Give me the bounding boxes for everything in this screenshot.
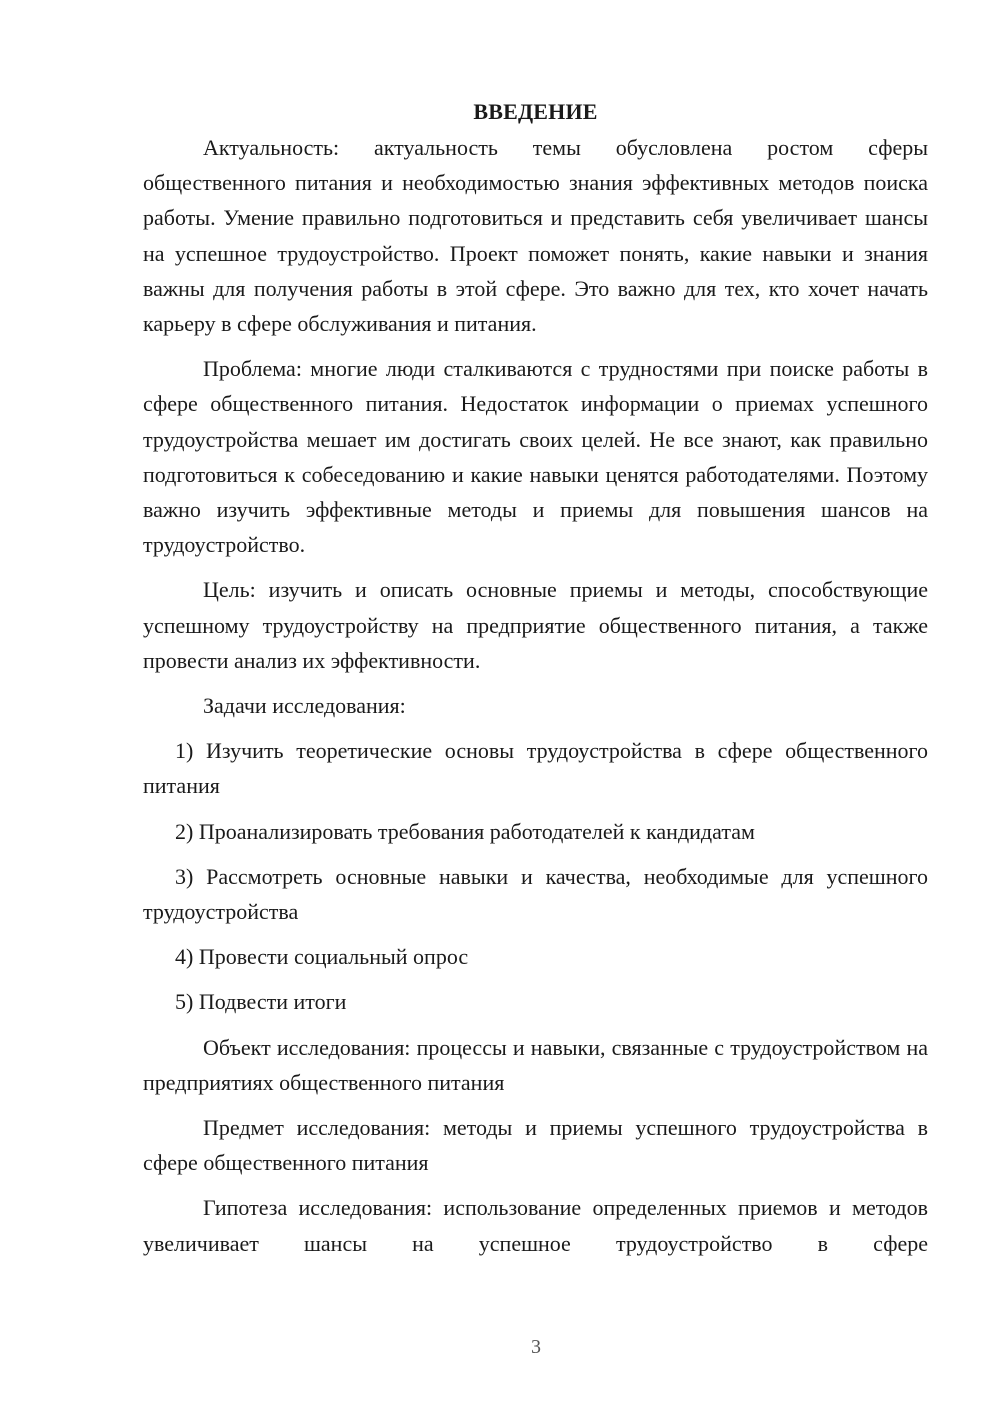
task-item-3: 3) Рассмотреть основные навыки и качества, необходимые для успешного трудоустройства xyxy=(143,863,928,925)
task-item-1: 1) Изучить теоретические основы трудоустройства в сфере общественного питания xyxy=(143,738,928,799)
paragraph-tasks-heading: Задачи исследования: xyxy=(203,693,406,719)
paragraph-problem: Проблема: многие люди сталкиваются с трудностями при поиске работы в сфере общественного питания. Недостаток информации о приемах успешного трудоустройства мешает им достигать своих целей. Не все знают, как правильно подготовиться к собеседованию и какие навыки ценятся работодателями. Поэтому важно изучить эффективные методы и приемы для повышения шансов на трудоустройство. xyxy=(143,356,928,558)
task-item-5: 5) Подвести итоги xyxy=(175,989,347,1015)
document-body xyxy=(143,94,928,1271)
paragraph-subject: Предмет исследования: методы и приемы успешного трудоустройства в сфере общественного питания xyxy=(143,1115,928,1176)
task-item-4: 4) Провести социальный опрос xyxy=(175,944,469,970)
paragraph-hypothesis: Гипотеза исследования: использование определенных приемов и методов увеличивает шансы на успешное трудоустройство в сфере xyxy=(143,1195,928,1256)
paragraph-object: Объект исследования: процессы и навыки, связанные с трудоустройством на предприятиях общественного питания xyxy=(143,1034,928,1095)
page-number: 3 xyxy=(531,1336,541,1358)
task-item-2: 2) Проанализировать требования работодателей к кандидатам xyxy=(175,818,755,844)
section-title: ВВЕДЕНИЕ xyxy=(473,99,598,124)
paragraph-goal: Цель: изучить и описать основные приемы и методы, способствующие успешному трудоустройству на предприятие общественного питания, а также провести анализ их эффективности. xyxy=(143,577,928,673)
paragraph-relevance: Актуальность: актуальность темы обусловлена ростом сферы общественного питания и необходимостью знания эффективных методов поиска работы. Умение правильно подготовиться и представить себя увеличивает шансы на успешное трудоустройство. Проект поможет понять, какие навыки и знания важны для получения работы в этой сфере. Это важно для тех, кто хочет начать карьеру в сфере обслуживания и питания. xyxy=(143,135,928,337)
